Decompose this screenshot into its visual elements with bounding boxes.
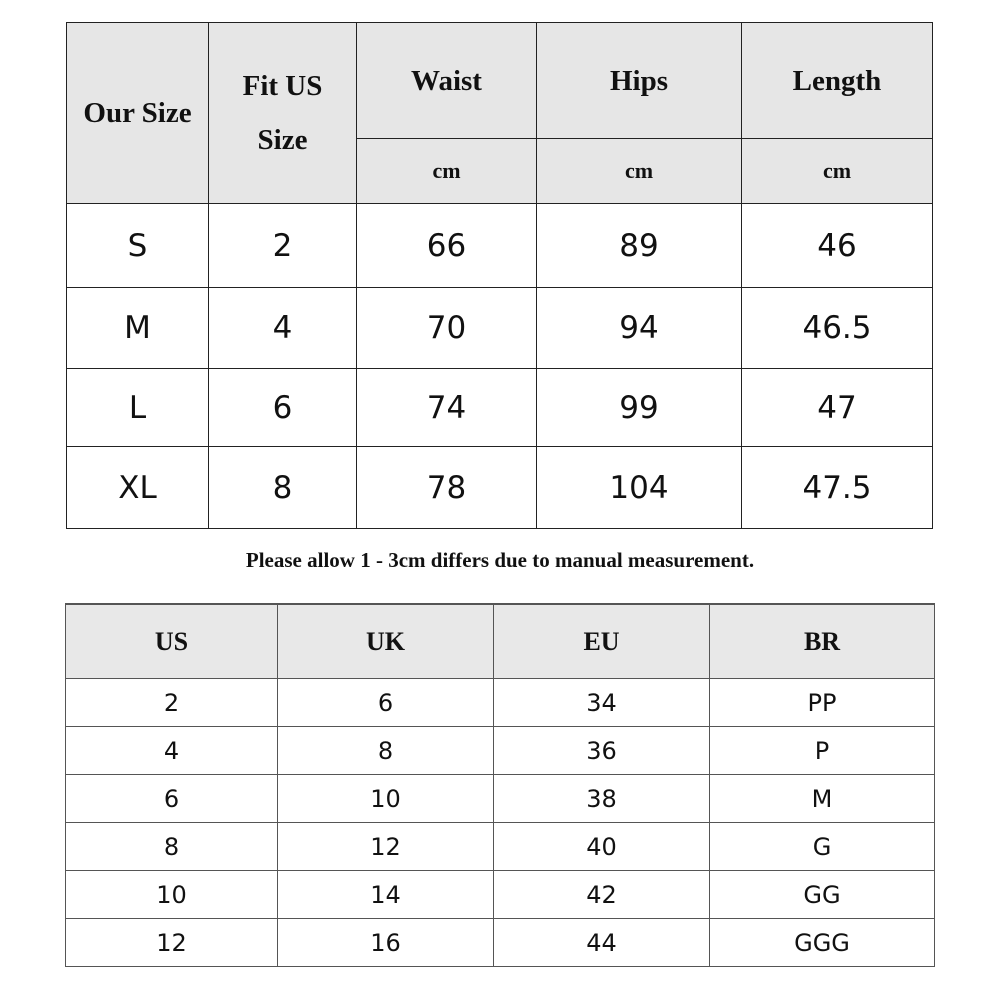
cell-length: 46.5	[742, 288, 933, 369]
unit-waist: cm	[357, 139, 537, 204]
cell-us: 10	[66, 871, 278, 919]
cell-br: GG	[710, 871, 935, 919]
cell-size: L	[67, 369, 209, 447]
cell-us: 12	[66, 919, 278, 967]
cell-br: P	[710, 727, 935, 775]
unit-length: cm	[742, 139, 933, 204]
cell-waist: 66	[357, 204, 537, 288]
cell-us: 8	[209, 447, 357, 529]
cell-hips: 94	[537, 288, 742, 369]
header-us: US	[66, 604, 278, 679]
cell-waist: 78	[357, 447, 537, 529]
cell-eu: 36	[494, 727, 710, 775]
header-length: Length	[742, 23, 933, 139]
table-row	[66, 919, 935, 967]
header-hips: Hips	[537, 23, 742, 139]
cell-size: M	[67, 288, 209, 369]
cell-us: 4	[66, 727, 278, 775]
cell-length: 47.5	[742, 447, 933, 529]
cell-us: 4	[209, 288, 357, 369]
cell-uk: 8	[278, 727, 494, 775]
cell-br: PP	[710, 679, 935, 727]
table-row	[66, 775, 935, 823]
cell-eu: 42	[494, 871, 710, 919]
cell-br: GGG	[710, 919, 935, 967]
header-waist: Waist	[357, 23, 537, 139]
cell-uk: 16	[278, 919, 494, 967]
table-row	[67, 288, 933, 369]
cell-size: S	[67, 204, 209, 288]
table-row	[66, 823, 935, 871]
header-uk: UK	[278, 604, 494, 679]
measurement-note: Please allow 1 - 3cm differs due to manual measurement.	[245, 548, 755, 572]
table-row	[66, 679, 935, 727]
table-row	[67, 204, 933, 288]
cell-us: 6	[209, 369, 357, 447]
cell-eu: 38	[494, 775, 710, 823]
cell-length: 47	[742, 369, 933, 447]
header-fit-us-line2: Size	[257, 124, 308, 156]
header-fit-us-size	[209, 23, 357, 204]
cell-eu: 40	[494, 823, 710, 871]
cell-waist: 70	[357, 288, 537, 369]
cell-eu: 44	[494, 919, 710, 967]
cell-hips: 104	[537, 447, 742, 529]
cell-uk: 14	[278, 871, 494, 919]
cell-br: M	[710, 775, 935, 823]
cell-us: 2	[209, 204, 357, 288]
cell-uk: 6	[278, 679, 494, 727]
cell-uk: 10	[278, 775, 494, 823]
cell-eu: 34	[494, 679, 710, 727]
unit-hips: cm	[537, 139, 742, 204]
cell-hips: 99	[537, 369, 742, 447]
size-conversion-table	[65, 603, 935, 967]
size-chart-table	[66, 22, 933, 529]
header-br: BR	[710, 604, 935, 679]
cell-uk: 12	[278, 823, 494, 871]
cell-us: 2	[66, 679, 278, 727]
cell-size: XL	[67, 447, 209, 529]
header-fit-us-line1: Fit US	[242, 70, 323, 102]
cell-waist: 74	[357, 369, 537, 447]
cell-hips: 89	[537, 204, 742, 288]
cell-us: 6	[66, 775, 278, 823]
cell-us: 8	[66, 823, 278, 871]
cell-br: G	[710, 823, 935, 871]
table-row	[66, 871, 935, 919]
table-row	[67, 369, 933, 447]
cell-length: 46	[742, 204, 933, 288]
table-row	[67, 447, 933, 529]
header-eu: EU	[494, 604, 710, 679]
header-our-size: Our Size	[67, 23, 209, 204]
table-row	[66, 727, 935, 775]
